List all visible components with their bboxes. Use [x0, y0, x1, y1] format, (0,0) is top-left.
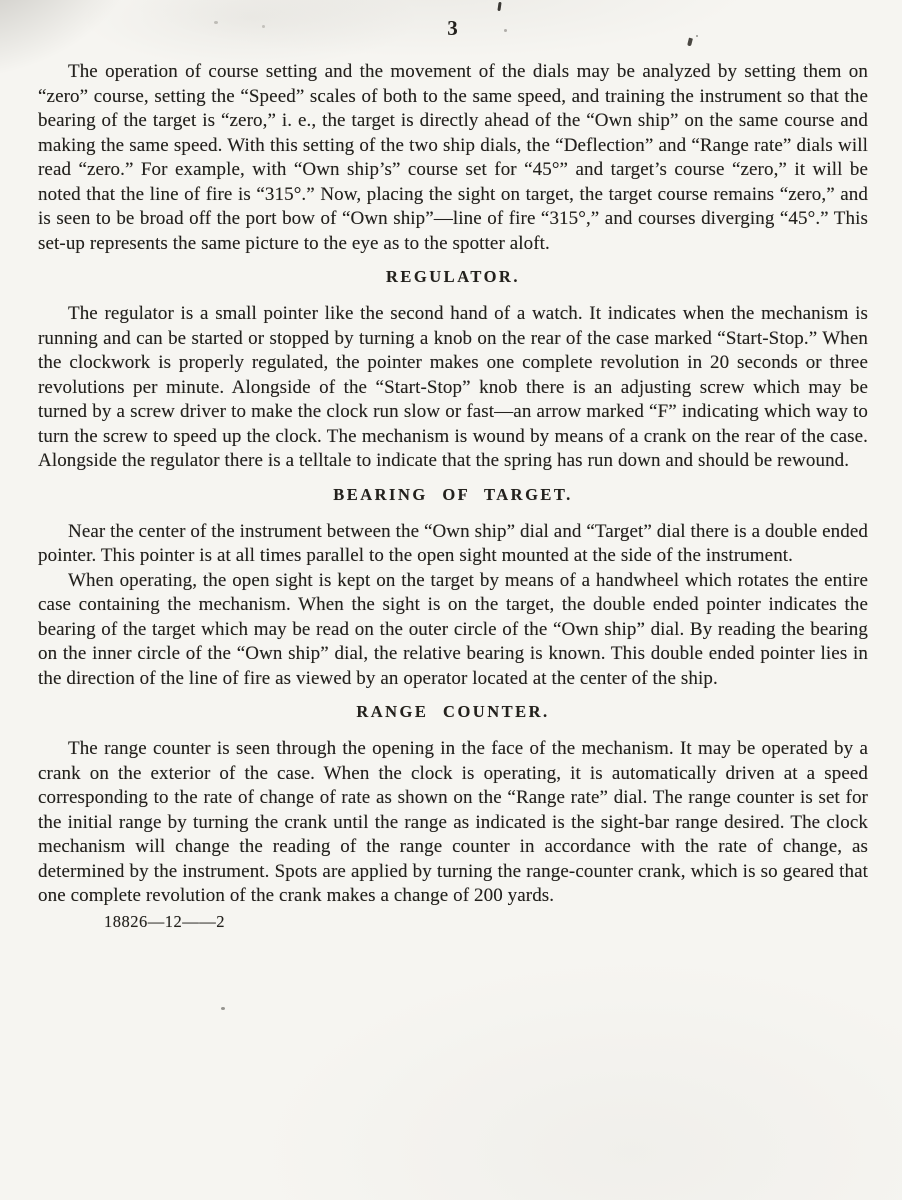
scan-speck — [221, 1007, 225, 1010]
scan-speck — [262, 25, 265, 28]
section-heading-regulator: REGULATOR. — [386, 267, 520, 286]
scan-speck — [214, 21, 218, 24]
bearing-of-target-paragraph-2: When operating, the open sight is kept on the target by means of a handwheel which rotates the entire case containing the mechanism. When the sight is on the target, the double ended pointer indicates the bearing of the target which may be read on the outer circle of the “Own ship” dial. By reading the bearing on the inner circle of the “Own ship” dial, the relative bearing is known. This double ended pointer lies in the direction of the line of fire as viewed by an operator located at the center of the ship. — [38, 569, 868, 689]
bearing-of-target-paragraph-1: Near the center of the instrument between the “Own ship” dial and “Target” dial there is a double ended pointer. This pointer is at all times parallel to the open sight mounted at the side of the instrument. — [38, 520, 868, 566]
scan-speck — [497, 2, 501, 11]
section-heading-range-counter: RANGE COUNTER. — [356, 702, 550, 721]
range-counter-paragraph: The range counter is seen through the opening in the face of the mechanism. It may be operated by a crank on the exterior of the case. When the clock is operating, it is automatically driven at a speed corresponding to the rate of change of rate as shown on the “Range rate” dial. The range counter is set for the initial range by turning the crank until the range as indicated is the sight-bar range desired. The clock mechanism will change the reading of the range counter in accordance with the rate of change, as determined by the instrument. Spots are applied by turning the range-counter crank, which is so geared that one complete revolution of the crank makes a change of 200 yards. — [38, 738, 868, 906]
scan-speck — [504, 29, 507, 32]
intro-paragraph: The operation of course setting and the movement of the dials may be analyzed by setting them on “zero” course, setting the “Speed” scales of both to the same speed, and training the instrument so that the bearing of the target is “zero,” i. e., the target is directly ahead of the “Own ship” on the same course and making the same speed. With this setting of the two ship dials, the “Deflection” and “Range rate” dials will read “zero.” For example, with “Own ship’s” course set for “45°” and target’s course “zero,” it will be noted that the line of fire is “315°.” Now, placing the sight on target, the target course remains “zero,” and is seen to be broad off the port bow of “Own ship”—line of fire “315°,” and courses diverging “45°.” This set-up represents the same picture to the eye as to the spotter aloft. — [38, 61, 868, 254]
section-heading-bearing-of-target: BEARING OF TARGET. — [333, 484, 573, 504]
scan-speck — [687, 38, 693, 47]
scan-speck — [696, 35, 698, 37]
page-number: 3 — [447, 16, 459, 40]
regulator-paragraph: The regulator is a small pointer like the second hand of a watch. It indicates when the mechanism is running and can be started or stopped by turning a knob on the rear of the case marked “Start-Stop.” When the clockwork is properly regulated, the pointer makes one complete revolution in 20 seconds or three revolutions per minute. Alongside of the “Start-Stop” knob there is an adjusting screw which may be turned by a screw driver to make the clock run slow or fast—an arrow marked “F” indicating which way to turn the screw to speed up the clock. The mechanism is wound by means of a crank on the rear of the case. Alongside the regulator there is a telltale to indicate that the spring has run down and should be rewound. — [38, 303, 868, 471]
printers-mark: 18826—12——2 — [104, 911, 225, 931]
